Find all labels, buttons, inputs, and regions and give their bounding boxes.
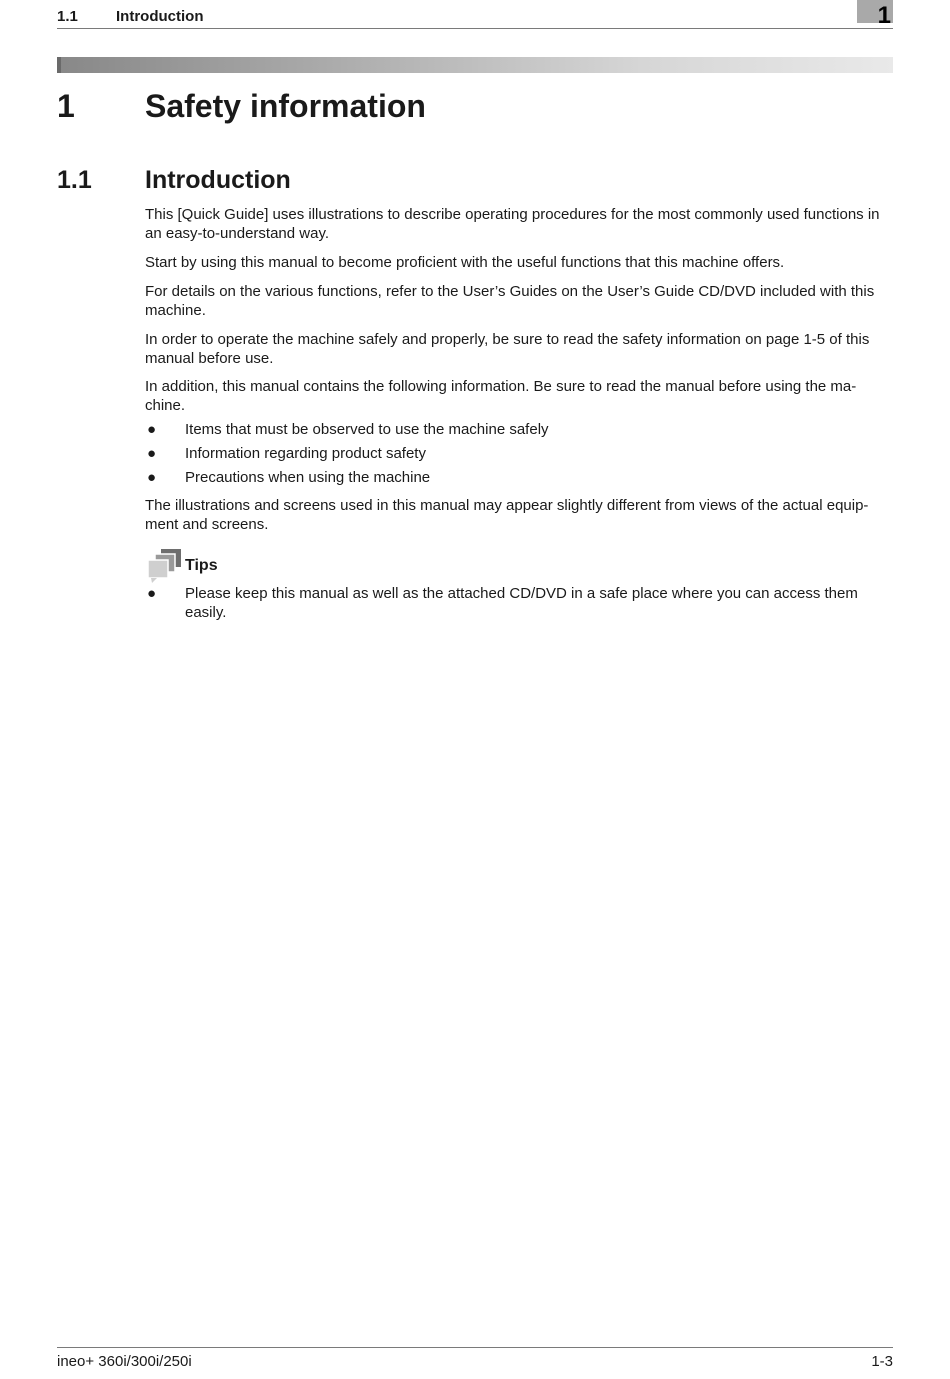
header-section-number: 1.1 [57,8,78,25]
list-item-text: Precautions when using the machine [185,469,431,486]
gradient-bar-cap [57,57,61,73]
list-item-text: Items that must be observed to use the machine safely [185,421,549,438]
paragraph-details: For details on the various functions, refer to the User’s Guides on the User’s Guide CD/DVD included with this machine. [145,283,875,319]
chapter-title: Safety information [145,88,426,124]
chapter-tab [857,0,893,29]
section-title: Introduction [145,166,291,194]
paragraph-start: Start by using this manual to become proficient with the useful functions that this machine offers. [145,254,785,271]
list-item-text: Information regarding product safety [185,445,426,462]
chapter-number: 1 [57,88,75,124]
bullet-icon: ● [147,421,157,438]
footer-model: ineo+ 360i/300i/250i [57,1353,192,1370]
running-header [57,4,893,29]
paragraph-illustrations: The illustrations and screens used in this manual may appear slightly different from views of the actual equip-ment and screens. [145,497,869,533]
section-number: 1.1 [57,166,92,194]
tips-stacked-pages-icon [145,548,183,584]
bullet-icon: ● [147,469,157,486]
page-number: 1-3 [871,1353,893,1370]
paragraph-safety: In order to operate the machine safely and properly, be sure to read the safety information on page 1-5 of this manual before use. [145,331,870,367]
tips-item-text: Please keep this manual as well as the attached CD/DVD in a safe place where you can access them easily. [185,585,858,621]
bullet-icon: ● [147,445,157,462]
paragraph-contents: In addition, this manual contains the following information. Be sure to read the manual before using the ma-chine. [145,378,857,414]
tips-box [145,548,895,628]
chapter-gradient-bar [57,57,893,73]
page-footer [57,1347,893,1370]
chapter-tab-number: 1 [877,2,891,29]
paragraph-intro: This [Quick Guide] uses illustrations to describe operating procedures for the most commonly used functions in an easy-to-understand way. [145,206,880,242]
header-section-title: Introduction [116,8,204,25]
bullet-icon: ● [147,585,157,602]
tips-title: Tips [185,557,218,574]
